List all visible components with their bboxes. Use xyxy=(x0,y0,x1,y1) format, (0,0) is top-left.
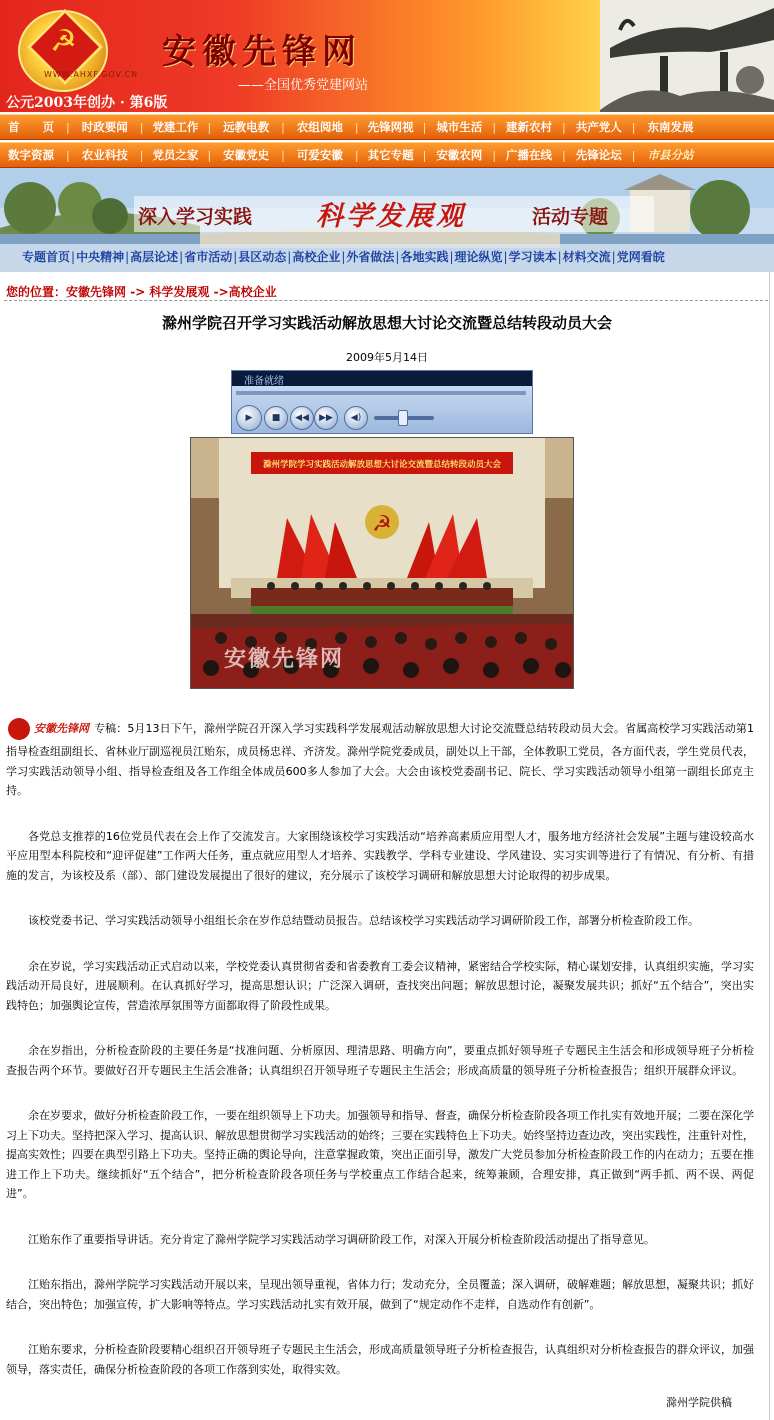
topic-link-theory[interactable]: 理论纵览 xyxy=(454,250,503,264)
article-paragraph: 江贻东作了重要指导讲话。充分肯定了滁州学院学习实践活动学习调研阶段工作，对深入开展分析检查阶段活动提出了指导意见。 xyxy=(28,1232,655,1246)
breadcrumb-site-link[interactable]: 安徽先锋网 xyxy=(66,285,127,299)
site-title: 安徽先锋网 xyxy=(162,32,362,72)
topic-link-universities[interactable]: 高校企业 xyxy=(292,250,341,264)
nav-pioneer-forum[interactable]: 先锋论坛 xyxy=(575,148,622,162)
breadcrumb xyxy=(6,283,277,300)
nav-separator: | xyxy=(281,120,285,134)
topic-nav xyxy=(22,248,774,265)
nav-separator: | xyxy=(422,148,427,162)
topic-separator: | xyxy=(71,249,76,264)
stop-button[interactable] xyxy=(264,406,288,430)
seek-bar[interactable] xyxy=(236,391,526,395)
player-status-bar xyxy=(232,371,532,386)
site-founded: 公元2003年创办 · 第6版 xyxy=(6,95,168,111)
topic-link-materials[interactable]: 材料交流 xyxy=(562,250,611,264)
photo-watermark: 安徽先锋网 xyxy=(224,647,345,672)
article-title: 滁州学院召开学习实践活动解放思想大讨论交流暨总结转段动员大会 xyxy=(161,314,612,332)
nav-remote-education[interactable]: 远教电教 xyxy=(223,120,270,134)
hammer-sickle-icon: ☭ xyxy=(50,24,77,59)
topic-link-high-level[interactable]: 高层论述 xyxy=(130,250,179,264)
article-paragraph: 余在岁要求，做好分析检查阶段工作，一要在组织领导上下功夫。加强领导和指导、督查，确保分析检查阶段各项工作扎实有效地开展；二要在深化学习上下功夫。坚持把深入学习、提高认识、解放思想贯彻学习实践活动的始终；三要在实践特色上下功夫。始终坚持边查边改，突出实践性，注重针对性，提高实效性；四要在典型引路上下功夫。坚持正确的舆论导向，注意掌握政策，突出正面引导，激发广大党员参加分析检查阶段工作的内在动力；五要在推进工作上下功夫。继续抓好“五个结合”，把分析检查阶段各项任务与学校重点工作结合起来，统筹兼顾，合理安排，真正做到“两手抓、两不误、两促进”。 xyxy=(6,1109,754,1200)
source-logo-text: 安徽先锋网 xyxy=(34,722,89,735)
nav-separator: | xyxy=(354,148,359,162)
next-icon: ▶▶ xyxy=(319,413,333,423)
site-emblem-icon xyxy=(8,718,30,740)
nav-separator: | xyxy=(422,120,427,134)
article-paragraph: 余在岁说，学习实践活动正式启动以来，学校党委认真贯彻省委和省委教育工委会议精神，紧密结合学校实际，精心谋划安排，认真组织实施，学习实践活动开局良好，进展顺利。在认真抓好学习，提高思想认识；广泛深入调研，查找突出问题；解放思想讨论，凝聚发展共识；抓好“五个结合”，突出实践特色；加强舆论宣传，营造浓厚氛围等方面都取得了阶段性成果。 xyxy=(6,959,754,1012)
banner-text-right: 活动专题 xyxy=(532,206,609,228)
nav-separator: | xyxy=(139,120,144,134)
banner-text-left: 深入学习实践 xyxy=(138,206,253,228)
volume-slider-handle[interactable] xyxy=(398,410,408,426)
nav-separator: | xyxy=(631,148,636,162)
source-logo xyxy=(6,716,94,742)
topic-separator: | xyxy=(287,249,292,264)
article-date: 2009年5月14日 xyxy=(346,351,428,364)
breadcrumb-arrow: -> xyxy=(209,285,229,299)
nav-pioneer-tv[interactable]: 先锋网视 xyxy=(367,120,414,134)
article-paragraph: 该校党委书记、学习实践活动领导小组组长余在岁作总结暨动员报告。总结该校学习实践活动学习调研阶段工作，部署分析检查阶段工作。 xyxy=(28,914,699,927)
nav-agri-tech[interactable]: 农业科技 xyxy=(81,148,128,162)
topic-link-other-provinces[interactable]: 外省做法 xyxy=(346,250,395,264)
next-button[interactable] xyxy=(314,406,338,430)
topic-link-province-city[interactable]: 省市活动 xyxy=(184,250,233,264)
nav-separator: | xyxy=(207,148,212,162)
nav-separator: | xyxy=(631,120,636,134)
play-icon: ▶ xyxy=(245,413,253,423)
nav-home[interactable]: 首 页 xyxy=(8,120,54,134)
nav-other-topics[interactable]: 其它专题 xyxy=(367,148,414,162)
topic-link-home[interactable]: 专题首页 xyxy=(22,250,71,264)
nav-separator: | xyxy=(492,120,497,134)
nav-city-county-stations[interactable]: 市县分站 xyxy=(647,148,694,162)
page-right-border xyxy=(769,270,774,1420)
site-header xyxy=(0,0,774,112)
breadcrumb-section-link[interactable]: 科学发展观 xyxy=(149,285,210,299)
logo-url-text: WWW.AHXF.GOV.CN xyxy=(44,70,139,79)
topic-separator: | xyxy=(179,249,184,264)
topic-separator: | xyxy=(611,249,616,264)
topic-link-county-district[interactable]: 县区动态 xyxy=(238,250,287,264)
topic-separator: | xyxy=(125,249,130,264)
speaker-icon: ◀) xyxy=(350,413,362,423)
nav-separator: | xyxy=(139,148,144,162)
nav-lovely-anhui[interactable]: 可爱安徽 xyxy=(296,148,343,162)
site-slogan: ——全国优秀党建网站 xyxy=(238,78,369,93)
topic-separator: | xyxy=(395,249,400,264)
nav-separator: | xyxy=(562,120,566,134)
nav-new-countryside[interactable]: 建新农村 xyxy=(506,120,553,134)
nav-radio-online[interactable]: 广播在线 xyxy=(506,148,553,162)
nav-communists[interactable]: 共产党人 xyxy=(575,120,622,134)
article-paragraph: 江贻东指出，滁州学院学习实践活动开展以来，呈现出领导重视，省体力行；发动充分，全员覆盖；深入调研，破解难题；解放思想，凝聚共识；抓好结合，突出特色；加强宣传，扩大影响等特点。学习实践活动扎实有效开展，做到了“规定动作不走样，自选动作有创新”。 xyxy=(6,1278,754,1311)
breadcrumb-arrow: -> xyxy=(126,285,150,299)
article-paragraph: 余在岁指出，分析检查阶段的主要任务是“找准问题、分析原因、理清思路、明确方向”，要重点抓好领导班子专题民主生活会和形成领导班子分析检查报告两个环节。要做好召开专题民主生活会准备；认真组织召开领导班子专题民主生活会；形成高质量的领导班子分析检查报告；组织开展群众评议。 xyxy=(6,1044,754,1077)
breadcrumb-divider xyxy=(4,300,768,301)
topic-link-central-spirit[interactable]: 中央精神 xyxy=(76,250,125,264)
paragraph-text: 专稿：5月13日下午，滁州学院召开深入学习实践科学发展观活动解放思想大讨论交流暨总结转段动员大会。省属高校学习实践活动第1指导检查组副组长、省林业厅副巡视员江贻东，成员杨忠祥、齐济发。滁州学院党委成员，副处以上干部，全体教职工党员，各方面代表，学生党员代表，学习实践活动领导小组、指导检查组及各工作组全体成员600多人参加了大会。大会由该校党委副书记、院长、学习实践活动领导小组第一副组长邱克主持。 xyxy=(6,722,754,797)
mute-button[interactable] xyxy=(344,406,368,430)
nav-digital-resources[interactable]: 数字资源 xyxy=(8,148,54,162)
topic-link-local-practice[interactable]: 各地实践 xyxy=(400,250,449,264)
nav-separator: | xyxy=(354,120,359,134)
nav-separator: | xyxy=(281,148,285,162)
stop-icon: ■ xyxy=(271,413,281,423)
party-emblem-icon: ☭ xyxy=(372,512,392,537)
nav-member-home[interactable]: 党员之家 xyxy=(152,148,199,162)
topic-separator: | xyxy=(503,249,508,264)
nav-rural-org[interactable]: 农组阅地 xyxy=(296,120,343,134)
player-status-text: 准备就绪 xyxy=(244,376,284,387)
topic-separator: | xyxy=(341,249,346,264)
nav-southeast-development[interactable]: 东南发展 xyxy=(647,120,694,134)
banner-text-big: 科学发展观 xyxy=(316,201,466,232)
nav-party-work[interactable]: 党建工作 xyxy=(152,120,199,134)
nav-politics-news[interactable]: 时政要闻 xyxy=(81,120,128,134)
topic-separator: | xyxy=(557,249,562,264)
nav-separator: | xyxy=(207,120,212,134)
previous-button[interactable] xyxy=(290,406,314,430)
nav-city-life[interactable]: 城市生活 xyxy=(436,120,483,134)
nav-anhui-party-history[interactable]: 安徽党史 xyxy=(223,148,270,162)
nav-separator: | xyxy=(66,120,70,134)
previous-icon: ◀◀ xyxy=(295,413,309,423)
play-button[interactable] xyxy=(236,405,262,431)
article-paragraph: 江贻东要求，分析检查阶段要精心组织召开领导班子专题民主生活会，形成高质量领导班子分析检查报告，认真组织对分析检查报告的群众评议，加强领导，落实责任，确保分析检查阶段的各项工作落到实处，取得实效。 xyxy=(6,1343,754,1376)
nav-separator: | xyxy=(66,148,70,162)
topic-link-readers[interactable]: 学习读本 xyxy=(508,250,557,264)
topic-separator: | xyxy=(449,249,454,264)
article-signature: 滁州学院供稿 xyxy=(666,1396,732,1409)
breadcrumb-label: 您的位置： xyxy=(6,285,67,299)
photo-banner-text: 滁州学院学习实践活动解放思想大讨论交流暨总结转段动员大会 xyxy=(262,460,502,470)
main-nav-row2 xyxy=(0,142,774,168)
topic-banner xyxy=(0,168,774,272)
nav-separator: | xyxy=(492,148,497,162)
nav-separator: | xyxy=(562,148,566,162)
main-nav-row1 xyxy=(0,114,774,140)
topic-link-party-web[interactable]: 党网看皖 xyxy=(616,250,665,264)
topic-separator: | xyxy=(233,249,238,264)
media-player xyxy=(231,370,533,434)
article-body xyxy=(6,716,754,1405)
article-paragraph: 各党总支推荐的16位党员代表在会上作了交流发言。大家围绕该校学习实践活动“培养高素质应用型人才，服务地方经济社会发展”主题与建设较高水平应用型本科院校和“迎评促建”工作两大任务，重点就应用型人才培养、实践教学、学科专业建设、学风建设、实习实训等进行了有情况、有分析、有措施的发言，为该校及系（部）、部门建设发展提出了很好的建议，充分展示了该校学习调研和解放思想大讨论取得的初步成果。 xyxy=(6,829,754,882)
breadcrumb-current-link[interactable]: 高校企业 xyxy=(228,285,277,299)
nav-anhui-agri-net[interactable]: 安徽农网 xyxy=(436,148,483,162)
article-paragraph xyxy=(6,716,754,801)
pavilion-image xyxy=(600,0,774,112)
